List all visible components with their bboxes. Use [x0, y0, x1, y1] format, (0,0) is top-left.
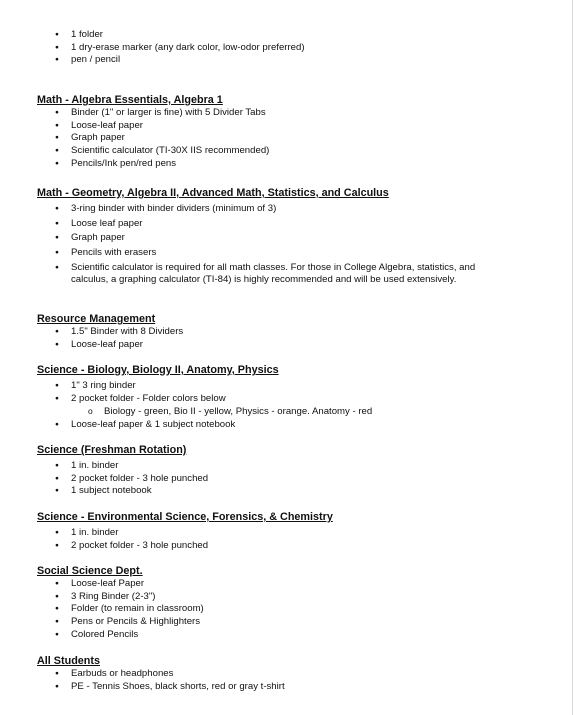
list-item: ● 2 pocket folder - Folder colors below — [71, 393, 511, 405]
list-item: ● 1 in. binder — [71, 527, 511, 539]
list-item: ● 3 Ring Binder (2-3") — [71, 591, 511, 603]
list-item: ● Loose-leaf paper — [71, 120, 511, 132]
list-item: ● 2 pocket folder - 3 hole punched — [71, 540, 511, 552]
list-item: ● 1 folder — [71, 29, 511, 41]
list-item: ● 1" 3 ring binder — [71, 380, 511, 392]
list-item: ● Graph paper — [71, 232, 511, 244]
list-item: ● Scientific calculator is required for all math classes. For those in College Algebra, statistics, and calculus, a graphing calculator (TI-84) is highly recommended and will be used extensively. — [71, 262, 493, 287]
section-heading-social-science: Social Science Dept. — [37, 565, 143, 577]
list-item: ● Pencils/Ink pen/red pens — [71, 158, 511, 170]
list-item: ● 1 subject notebook — [71, 485, 511, 497]
section-heading-all-students: All Students — [37, 655, 100, 667]
list-item: ● Graph paper — [71, 132, 511, 144]
list-item: ● Scientific calculator (TI-30X IIS recommended) — [71, 145, 511, 157]
list-item: ● Loose leaf paper — [71, 218, 511, 230]
section-heading-science-freshman: Science (Freshman Rotation) — [37, 444, 187, 456]
list-item: ● PE - Tennis Shoes, black shorts, red or gray t-shirt — [71, 681, 511, 693]
section-heading-math-algebra: Math - Algebra Essentials, Algebra 1 — [37, 94, 223, 106]
list-item: ● 1.5" Binder with 8 Dividers — [71, 326, 511, 338]
list-item: ● Loose-leaf paper — [71, 339, 511, 351]
list-item: ● 3-ring binder with binder dividers (minimum of 3) — [71, 203, 511, 215]
list-item: ● Pens or Pencils & Highlighters — [71, 616, 511, 628]
list-item: ● Loose-leaf paper & 1 subject notebook — [71, 419, 511, 431]
list-item: ● 1 dry-erase marker (any dark color, low-odor preferred) — [71, 42, 511, 54]
list-item: ● Pencils with erasers — [71, 247, 511, 259]
section-heading-resource-management: Resource Management — [37, 313, 156, 325]
section-heading-science-environmental: Science - Environmental Science, Forensics, & Chemistry — [37, 511, 333, 523]
list-item: ● Folder (to remain in classroom) — [71, 603, 511, 615]
list-item: ● pen / pencil — [71, 54, 511, 66]
list-item: ● Colored Pencils — [71, 629, 511, 641]
list-item: ● 2 pocket folder - 3 hole punched — [71, 473, 511, 485]
sub-list-item: o Biology - green, Bio II - yellow, Physics - orange. Anatomy - red — [104, 406, 544, 418]
list-item: ● Loose-leaf Paper — [71, 578, 511, 590]
section-heading-science-biology: Science - Biology, Biology II, Anatomy, Physics — [37, 364, 279, 376]
list-item: ● 1 in. binder — [71, 460, 511, 472]
list-item: ● Binder (1" or larger is fine) with 5 Divider Tabs — [71, 107, 511, 119]
section-heading-math-geometry: Math - Geometry, Algebra II, Advanced Math, Statistics, and Calculus — [37, 187, 389, 199]
list-item: ● Earbuds or headphones — [71, 668, 511, 680]
